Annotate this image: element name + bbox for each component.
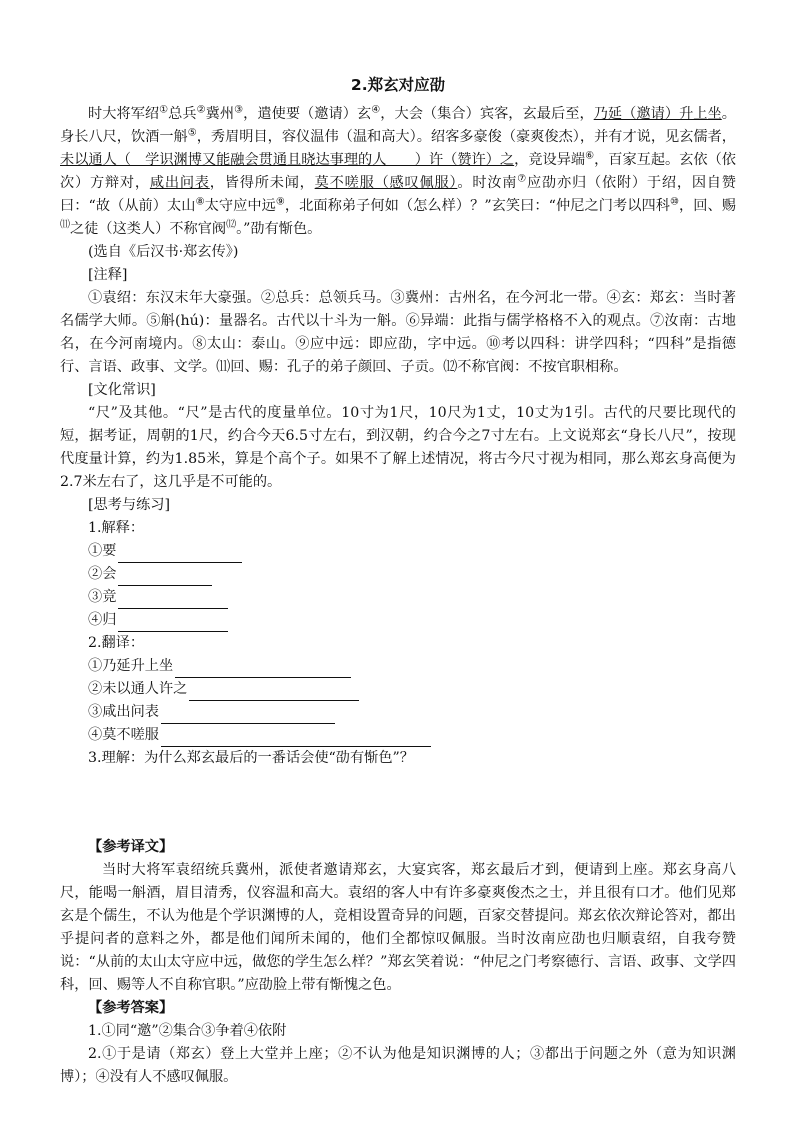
- q1-item-label: ②会: [88, 566, 117, 582]
- q1-item: [60, 563, 736, 586]
- passage-text: ，秀眉明目，容仪温伟（温和高大）。绍客多豪俊（豪爽俊杰），并有才说，见玄儒者，: [196, 129, 736, 145]
- q2-item-label: ④莫不嗟服: [88, 727, 159, 743]
- note-marker: ④: [371, 104, 381, 116]
- note-marker: ⑿: [226, 219, 237, 231]
- culture-text: “尺”及其他。“尺”是古代的度量单位。10寸为1尺，10尺为1丈，10丈为1引。古代的尺要比现代的短，据考证，周朝的1尺，约合今天6.5寸左右，到汉朝，约合今之7寸左右。上文说郑玄“身长八尺”，按现代度量计算，约为1.85米，算是个高个子。如果不了解上述情况，将古今尺寸视为相同，那么郑玄身高便为2.7米左右了，这几乎是不可能的。: [60, 405, 736, 490]
- passage-text: 。”劭有惭色。: [236, 221, 322, 237]
- note-marker: ③: [234, 104, 244, 116]
- notes-heading: [注释]: [88, 267, 128, 283]
- note-marker: ⑩: [670, 196, 680, 208]
- passage-text: ，北面称弟子何如（怎么样）？”玄笑曰：“仲尼之门考以四科: [284, 198, 670, 214]
- note-marker: ⑾: [60, 219, 70, 231]
- q2-item: [60, 701, 736, 724]
- passage-text: 冀州: [205, 106, 235, 122]
- q1-item-label: ③竞: [88, 589, 117, 605]
- source-citation: (选自《后汉书·郑玄传》): [88, 244, 239, 260]
- notes-text: ①袁绍：东汉末年大豪强。②总兵：总领兵马。③冀州：古州名，在今河北一带。④玄：郑玄：当时著名儒学大师。⑤斛(hú)：量器名。古代以十斗为一斛。⑥异端：此指与儒学格格不入的观点。⑦汝南：古地名，在今河南境内。⑧太山：泰山。⑨应中远：即应劭，字中远。⑩考以四科：讲学四科；“四科”是指德行、言语、政事、文学。⑾回、赐：孔子的弟子颜回、子贡。⑿不称官阀：不按官职相称。: [60, 290, 736, 375]
- q2-item: [60, 655, 736, 678]
- note-marker: ⑥: [585, 150, 595, 162]
- q1-item: [60, 586, 736, 609]
- page-title: 2.郑玄对应劭: [350, 76, 446, 94]
- answer-1: 1.①同“邀”②集合③争着④依附: [88, 1023, 287, 1039]
- passage-text: 应劭亦归（依附）于绍，因自赞曰：“故（从前）太山: [60, 175, 736, 214]
- passage-text: ，回、赐: [679, 198, 736, 214]
- q2-item-label: ③咸出问表: [88, 704, 159, 720]
- q1-item: [60, 540, 736, 563]
- note-marker: ⑦: [517, 173, 528, 185]
- passage-text: 总兵: [168, 106, 197, 122]
- question-2: 2.翻译：: [88, 635, 145, 651]
- answer-space: [60, 770, 736, 836]
- passage-text: 。身长八尺，饮酒一斛: [60, 106, 736, 145]
- note-marker: ⑤: [187, 127, 197, 139]
- answer-blank[interactable]: [175, 661, 351, 678]
- translation-text: 当时大将军袁绍统兵冀州，派使者邀请郑玄，大宴宾客，郑玄最后才到，便请到上座。郑玄身高八尺，能喝一斛酒，眉目清秀，仪容温和高大。袁绍的客人中有许多豪爽俊杰之士，并且很有口才。他们见郑玄是个儒生，不认为他是个学识渊博的人，竞相设置奇异的问题，百家交替提问。郑玄依次辩论答对，都出乎提问者的意料之外，都是他们闻所未闻的，他们全都惊叹佩服。当时汝南应劭也归顺袁绍，自我夸赞说：“从前的太山太守应中远，做您的学生怎么样？”郑玄笑着说：“仲尼之门考察德行、言语、政事、文学四科，回、赐等人不自称官职。”应劭脸上带有惭愧之色。: [60, 862, 736, 993]
- question-3: 3.理解：为什么郑玄最后的一番话会使“劭有惭色”？: [88, 750, 414, 766]
- answer-blank[interactable]: [161, 730, 431, 747]
- note-marker: ⑧: [195, 196, 205, 208]
- underlined-phrase: 乃延（邀请）升上坐: [593, 106, 722, 122]
- answer-blank[interactable]: [118, 546, 242, 563]
- culture-heading: [文化常识]: [88, 382, 156, 398]
- passage-text: ，竞设异端: [514, 152, 586, 168]
- translation-heading: 【参考译文】: [88, 839, 174, 855]
- note-marker: ②: [196, 104, 206, 116]
- underlined-phrase: 未以通人（ 学识渊博又能融会贯通且晓达事理的人 ）许（赞许）之: [60, 152, 515, 168]
- q1-item-label: ①要: [88, 543, 117, 559]
- answer-blank[interactable]: [161, 707, 335, 724]
- q2-item: [60, 678, 736, 701]
- passage-text: ，皆得所未闻，: [209, 175, 315, 191]
- passage-text: 时大将军绍: [88, 106, 160, 122]
- underlined-phrase: 咸出问表: [149, 175, 210, 191]
- classical-passage: [60, 103, 736, 241]
- answer-blank[interactable]: [189, 684, 359, 701]
- answer-heading: 【参考答案】: [88, 1000, 174, 1016]
- q2-item-label: ②未以通人许之: [88, 681, 188, 697]
- answer-blank[interactable]: [118, 615, 228, 632]
- question-1: 1.解释：: [88, 520, 145, 536]
- passage-text: ，大会（集合）宾客，玄最后至，: [380, 106, 594, 122]
- answer-blank[interactable]: [118, 569, 212, 586]
- underlined-phrase: 莫不嗟服（感叹佩服）: [314, 175, 458, 191]
- passage-text: ，遣使要（邀请）玄: [243, 106, 372, 122]
- note-marker: ①: [159, 104, 169, 116]
- q1-item: [60, 609, 736, 632]
- note-marker: ⑨: [275, 196, 285, 208]
- passage-text: 。时汝南: [457, 175, 518, 191]
- q2-item-label: ①乃延升上坐: [88, 658, 174, 674]
- answer-blank[interactable]: [118, 592, 228, 609]
- passage-text: ，百家互起。玄依（依次）方辩对，: [60, 152, 736, 191]
- q2-item: [60, 724, 736, 747]
- passage-text: 太守应中远: [204, 198, 276, 214]
- answer-2: 2.①于是请（郑玄）登上大堂并上座；②不认为他是知识渊博的人；③都出于问题之外（意为知识渊博）；④没有人不感叹佩服。: [60, 1046, 736, 1085]
- passage-text: 之徒（这类人）不称官阀: [70, 221, 227, 237]
- document-page: [60, 74, 736, 1089]
- q1-item-label: ④归: [88, 612, 117, 628]
- exercise-heading: [思考与练习]: [88, 497, 171, 513]
